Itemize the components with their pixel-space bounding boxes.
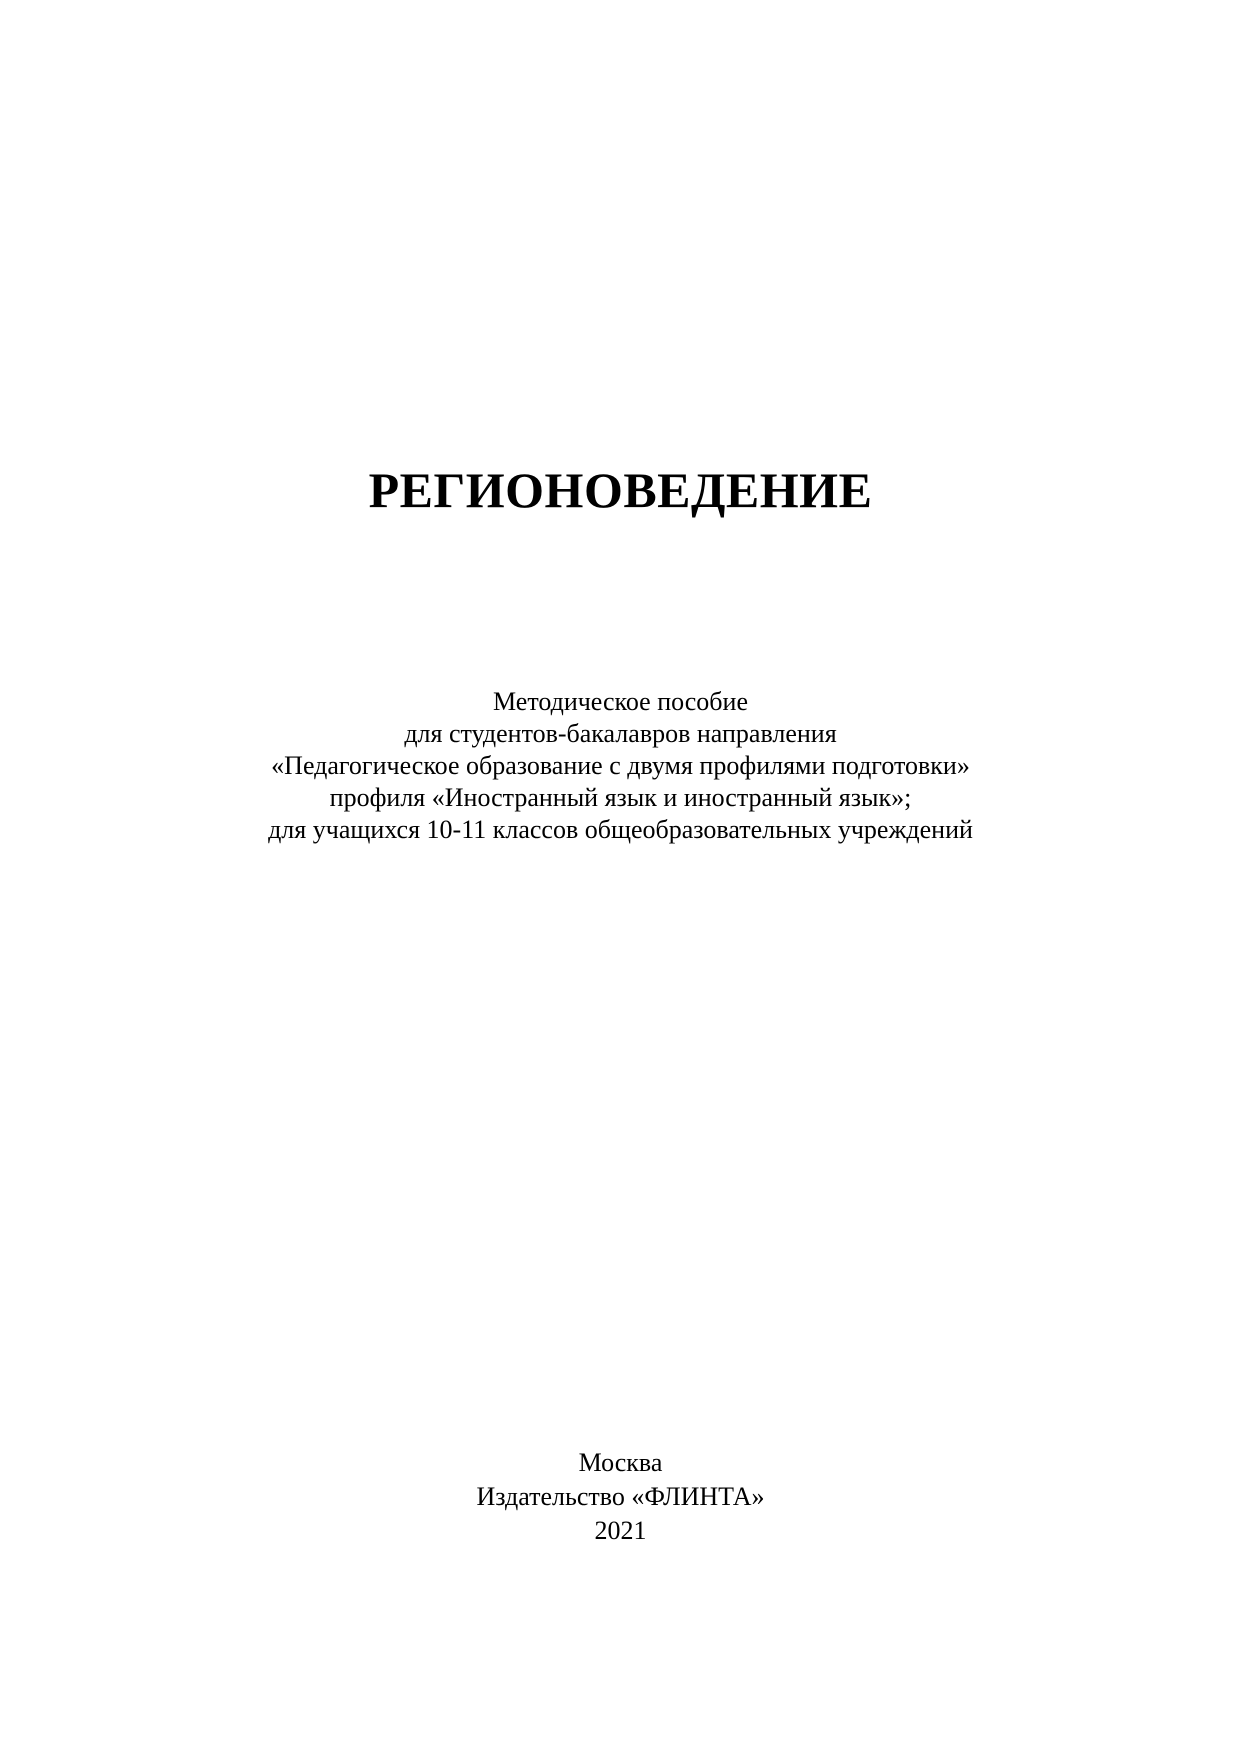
- subtitle-line-program: «Педагогическое образование с двумя профилями подготовки»: [271, 751, 970, 780]
- subtitle-line-profile: профиля «Иностранный язык и иностранный язык»;: [329, 783, 912, 812]
- imprint-publisher: Издательство «ФЛИНТА»: [476, 1482, 765, 1511]
- subtitle-line-schools: для учащихся 10-11 классов общеобразовательных учреждений: [268, 815, 973, 844]
- document-title: РЕГИОНОВЕДЕНИЕ: [368, 462, 873, 518]
- imprint-year: 2021: [594, 1516, 647, 1545]
- document-subtitle: [0, 686, 1241, 846]
- subtitle-line-audience: для студентов-бакалавров направления: [404, 719, 837, 748]
- imprint-city: Москва: [578, 1448, 663, 1477]
- imprint-block: [0, 1446, 1241, 1548]
- subtitle-line-genre: Методическое пособие: [493, 687, 748, 716]
